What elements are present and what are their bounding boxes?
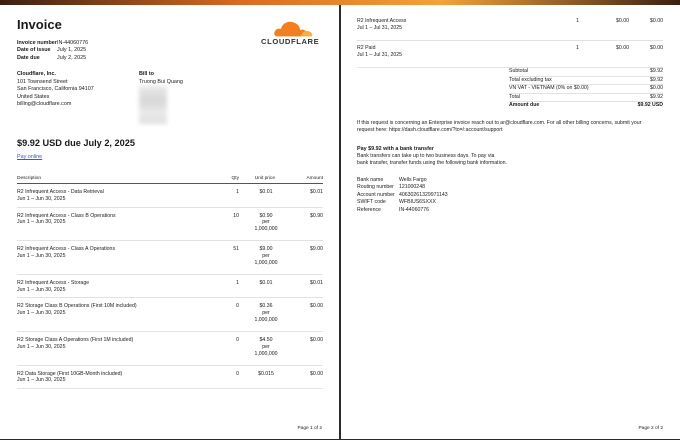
unit-price-line: 1,000,000 xyxy=(254,350,278,357)
item-unit-price xyxy=(251,189,281,196)
table-row xyxy=(17,241,323,275)
meta-label: Date of issue xyxy=(17,47,51,54)
table-row xyxy=(17,184,323,208)
total-label: Subtotal xyxy=(509,68,529,74)
item-description xyxy=(17,189,104,203)
date-of-issue-row xyxy=(17,47,88,54)
bill-to xyxy=(139,71,183,86)
table-row xyxy=(17,366,323,390)
item-amount: $0.01 xyxy=(310,279,323,286)
bank-label: Routing number xyxy=(357,184,394,191)
item-period: Jun 1 – Jun 30, 2025 xyxy=(17,219,66,226)
item-unit-price xyxy=(251,280,281,287)
table-row xyxy=(17,332,323,366)
meta-value: July 1, 2025 xyxy=(57,47,87,54)
seller-name: Cloudflare, Inc. xyxy=(17,71,56,77)
unit-price-line: per xyxy=(262,343,270,350)
col-unit-price: Unit price xyxy=(254,176,275,181)
bank-value: 40630261329971143 xyxy=(399,191,448,198)
logo-wordmark: CLOUDFLARE xyxy=(261,37,320,46)
item-amount: $9.00 xyxy=(310,246,323,253)
invoice-title: Invoice xyxy=(17,17,62,32)
meta-value: July 2, 2025 xyxy=(57,54,87,61)
vat-row xyxy=(509,85,663,94)
item-amount: $0.00 xyxy=(310,336,323,343)
bank-value: Wells Fargo xyxy=(399,177,427,183)
table-row xyxy=(17,298,323,332)
unit-price-line: per xyxy=(262,219,270,226)
table-row xyxy=(357,18,663,41)
item-period: Jun 1 – Jun 30, 2025 xyxy=(17,377,66,384)
item-name: R2 Paid xyxy=(357,45,376,51)
line-items-table xyxy=(17,174,323,389)
pay-online-link[interactable]: Pay online xyxy=(17,154,43,160)
unit-price-line: per xyxy=(262,252,270,259)
item-name: R2 Infrequent Access - Class B Operations xyxy=(17,212,116,219)
col-qty: Qty xyxy=(231,176,239,181)
table-row xyxy=(17,208,323,242)
total-excl-tax-row xyxy=(509,77,663,86)
swift-code-row xyxy=(357,199,448,206)
bank-transfer-heading: Pay $9.92 with a bank transfer xyxy=(357,146,435,152)
meta-label: Date due xyxy=(17,54,40,61)
item-description xyxy=(17,280,89,294)
amount-due-row xyxy=(509,102,663,110)
item-name: R2 Infrequent Access - Class A Operations xyxy=(17,246,116,253)
item-qty: 0 xyxy=(236,303,239,310)
item-unit-price: $0.00 xyxy=(616,18,629,24)
bank-value: WFBIUS6SXXX xyxy=(399,199,436,206)
item-qty: 1 xyxy=(236,279,239,286)
item-qty: 51 xyxy=(233,246,239,253)
item-period: Jun 1 – Jun 30, 2025 xyxy=(17,343,66,350)
item-unit-price xyxy=(251,371,281,378)
col-amount: Amount xyxy=(306,176,323,181)
item-qty: 0 xyxy=(236,336,239,343)
unit-price-line: $0.01 xyxy=(259,189,273,195)
bank-label: SWIFT code xyxy=(357,199,386,206)
total-label: Amount due xyxy=(509,102,540,109)
unit-price-line: per xyxy=(262,310,270,317)
unit-price-line: $0.01 xyxy=(259,279,273,286)
total-label: VN VAT - VIETNAM (0% on $0.00) xyxy=(509,85,589,92)
unit-price-line: $4.50 xyxy=(259,336,273,343)
item-qty: 1 xyxy=(576,45,579,51)
routing-number-row xyxy=(357,184,448,191)
item-unit-price xyxy=(251,213,281,233)
item-period: Jun 1 – Jun 30, 2025 xyxy=(17,252,66,259)
reference-row xyxy=(357,207,448,214)
item-description xyxy=(17,337,133,351)
bank-transfer-text: Bank transfers can take up to two business days. To pay via bank transfer, transfer funds using the following bank information. xyxy=(357,153,507,167)
subtotal-row xyxy=(509,68,663,77)
item-unit-price xyxy=(251,246,281,266)
item-description xyxy=(17,303,137,317)
seller-line: 101 Townsend Street xyxy=(17,78,68,85)
item-description xyxy=(357,45,402,60)
item-amount: $0.00 xyxy=(650,18,663,24)
item-description xyxy=(17,371,122,385)
total-label: Total excluding tax xyxy=(509,76,552,83)
bank-value: IN-44060776 xyxy=(399,206,429,213)
item-amount: $0.00 xyxy=(310,303,323,310)
unit-price-line: 1,000,000 xyxy=(254,259,278,266)
item-unit-price xyxy=(251,337,281,357)
item-name: R2 Infrequent Access xyxy=(357,18,407,24)
seller-email: billing@cloudflare.com xyxy=(17,101,72,108)
item-period: Jun 1 – Jun 30, 2025 xyxy=(17,310,66,317)
billing-note: If this request is concerning an Enterprise invoice reach out to ar@cloudflare.com. For all other billing concerns, submit your request here: https://dash.cloudflare.com/?to=/:account/support xyxy=(357,120,642,134)
total-row xyxy=(509,94,663,103)
total-value: $0.00 xyxy=(650,85,663,92)
item-name: R2 Storage Class A Operations (First 1M included) xyxy=(17,336,134,343)
item-period: Jul 1 – Jul 31, 2025 xyxy=(357,52,402,59)
seller-line: San Francisco, California 94107 xyxy=(17,86,94,93)
table-row xyxy=(357,45,663,68)
cloud-icon xyxy=(261,19,321,39)
unit-price-line: 1,000,000 xyxy=(254,316,278,323)
invoice-page-2 xyxy=(341,5,680,439)
table-row xyxy=(17,275,323,299)
total-label: Total xyxy=(509,93,520,100)
unit-price-line: $0.015 xyxy=(258,370,274,377)
page-number: Page 1 of 2 xyxy=(297,426,322,431)
total-value: $9.92 xyxy=(650,76,663,83)
account-number-row xyxy=(357,192,448,199)
item-name: R2 Infrequent Access - Data Retrieval xyxy=(17,189,104,195)
invoice-number-row xyxy=(17,40,88,47)
item-description xyxy=(17,213,116,227)
amount-due-heading: $9.92 USD due July 2, 2025 xyxy=(17,138,135,148)
bank-details xyxy=(357,177,448,214)
item-period: Jun 1 – Jun 30, 2025 xyxy=(17,195,66,202)
unit-price-line: $9.00 xyxy=(259,246,273,253)
table-header xyxy=(17,174,323,184)
bill-to-name: Truong Bui Quang xyxy=(139,78,183,85)
total-value: $9.92 USD xyxy=(637,102,663,109)
item-name: R2 Storage Class B Operations (First 10M included) xyxy=(17,303,137,310)
cloudflare-logo xyxy=(261,19,321,47)
seller-line: United States xyxy=(17,93,50,100)
seller-address xyxy=(17,71,94,109)
item-name: R2 Data Storage (First 10GB-Month included) xyxy=(17,370,123,377)
bank-value: 121000248 xyxy=(399,184,425,191)
bank-label: Account number xyxy=(357,191,395,198)
item-qty: 1 xyxy=(236,189,239,195)
unit-price-line: 1,000,000 xyxy=(254,226,278,233)
date-due-row xyxy=(17,55,88,62)
col-description: Description xyxy=(17,176,41,181)
item-period: Jun 1 – Jun 30, 2025 xyxy=(17,286,66,293)
item-amount: $0.00 xyxy=(650,45,663,51)
total-value: $9.92 xyxy=(650,93,663,100)
item-description xyxy=(357,18,406,33)
item-amount: $0.90 xyxy=(310,212,323,219)
unit-price-line: $0.36 xyxy=(259,303,273,310)
item-unit-price: $0.00 xyxy=(616,45,629,51)
totals-table xyxy=(509,68,663,110)
meta-value: IN-44060776 xyxy=(57,40,89,46)
item-period: Jul 1 – Jul 31, 2025 xyxy=(357,25,402,32)
item-description xyxy=(17,246,115,260)
bill-to-label: Bill to xyxy=(139,71,154,77)
bank-label: Bank name xyxy=(357,177,384,183)
page-number: Page 2 of 2 xyxy=(638,426,663,431)
item-name: R2 Infrequent Access - Storage xyxy=(17,279,90,286)
invoice-meta xyxy=(17,40,88,62)
item-unit-price xyxy=(251,303,281,323)
item-amount: $0.00 xyxy=(310,370,323,377)
unit-price-line: $0.90 xyxy=(259,212,273,219)
item-qty: 10 xyxy=(233,212,239,219)
redacted-address xyxy=(139,86,167,124)
item-amount: $0.01 xyxy=(310,189,323,195)
invoice-page-1 xyxy=(0,5,339,439)
bank-name-row xyxy=(357,177,448,184)
meta-label: Invoice number xyxy=(17,40,57,46)
bank-label: Reference xyxy=(357,206,381,213)
total-value: $9.92 xyxy=(650,68,663,74)
item-qty: 1 xyxy=(576,18,579,24)
item-qty: 0 xyxy=(236,370,239,377)
